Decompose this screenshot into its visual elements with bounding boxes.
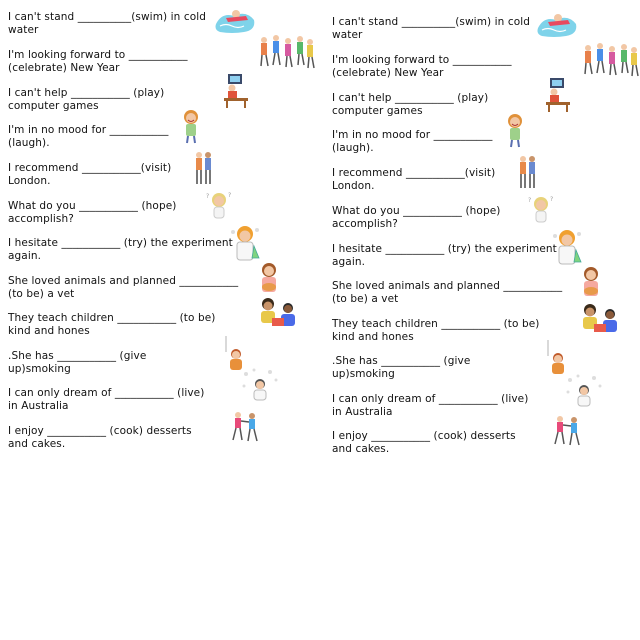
sentence-line-2: and cakes. [332,443,390,455]
party-crowd-icon [580,40,640,78]
sentence-7 [332,243,562,269]
swimmer-icon [534,8,580,40]
sentence-line-2: (celebrate) New Year [8,62,120,74]
worksheet-column-left [0,0,310,470]
sentence-line-1: I recommend ___________(visit) [8,162,172,174]
sentence-2 [8,49,238,75]
sentence-line-2: up)smoking [8,363,71,375]
sentence-line-2: computer games [332,105,423,117]
children-reading-icon [256,296,300,332]
sentence-line-2: (laugh). [8,137,50,149]
sentence-line-1: I enjoy ___________ (cook) desserts [8,425,192,437]
sentence-line-1: .She has ___________ (give [8,350,147,362]
sentence-line-1: I enjoy ___________ (cook) desserts [332,430,516,442]
sentence-11 [332,393,562,419]
sentence-7 [8,237,238,263]
children-reading-icon [578,302,622,338]
svg-text:?: ? [550,196,554,203]
sentence-line-2: again. [8,250,42,262]
gamer-at-desk-icon [222,72,250,108]
sentence-line-1: I recommend ___________(visit) [332,167,496,179]
sentence-line-1: I'm looking forward to ___________ [332,54,512,66]
svg-text:?: ? [206,193,210,200]
party-crowd-icon [256,32,316,70]
tourists-icon [516,154,540,190]
sentence-line-2: kind and hones [332,331,414,343]
sentence-line-1: I'm looking forward to ___________ [8,49,188,61]
thinking-woman-icon [526,194,556,224]
sentence-10 [8,350,238,376]
boy-with-cigarette-icon [544,338,568,376]
sentence-line-2: (laugh). [332,142,374,154]
sentence-line-2: and cakes. [8,438,66,450]
sentence-line-2: London. [332,180,375,192]
sentence-2 [332,54,562,80]
sentence-line-2: water [332,29,363,41]
sentence-line-2: (to be) a vet [8,288,75,300]
sentence-line-2: computer games [8,100,99,112]
sentence-line-1: She loved animals and planned ___________ [332,280,563,292]
sentence-line-1: She loved animals and planned ___________ [8,275,239,287]
sentence-line-1: They teach children ___________ (to be) [332,318,540,330]
sentence-line-1: I can't stand __________(swim) in cold [8,11,207,23]
gamer-at-desk-icon [544,76,572,112]
swimmer-icon [212,4,258,36]
sentence-line-2: London. [8,175,51,187]
dreaming-person-icon [240,366,280,402]
sentence-line-1: .She has ___________ (give [332,355,471,367]
dancing-couple-icon [552,414,582,446]
sentence-line-2: in Australia [332,406,393,418]
sentence-9 [8,312,238,338]
sentence-line-1: I can't help ___________ (play) [8,87,165,99]
sentence-1 [8,11,238,37]
svg-text:?: ? [228,192,232,199]
svg-text:?: ? [528,197,532,204]
dancing-couple-icon [230,410,260,442]
tourists-icon [192,150,216,186]
dreaming-person-icon [564,372,604,408]
sentence-line-1: What do you ___________ (hope) [332,205,501,217]
sentence-line-1: I can only dream of ___________ (live) [332,393,529,405]
vet-with-cat-icon [578,266,604,300]
sentence-line-1: They teach children ___________ (to be) [8,312,216,324]
sentence-line-2: water [8,24,39,36]
laughing-girl-icon [178,108,204,144]
thinking-woman-icon [204,190,234,220]
sentence-line-1: I'm in no mood for ___________ [8,124,169,136]
sentence-line-1: I hesitate ___________ (try) the experiment [332,243,557,255]
worksheet-column-right [324,0,634,470]
sentence-10 [332,355,562,381]
sentence-line-2: accomplish? [8,213,74,225]
sentence-line-2: in Australia [8,400,69,412]
sentence-line-2: kind and hones [8,325,90,337]
scientist-icon [228,224,262,264]
sentence-8 [332,280,562,306]
sentence-9 [332,318,562,344]
sentence-line-1: I can't stand __________(swim) in cold [332,16,531,28]
sentence-line-1: I'm in no mood for ___________ [332,129,493,141]
sentence-line-1: I hesitate ___________ (try) the experiment [8,237,233,249]
vet-with-cat-icon [256,262,282,296]
laughing-girl-icon [502,112,528,148]
sentence-12 [332,430,562,456]
sentence-line-1: I can't help ___________ (play) [332,92,489,104]
sentence-line-1: I can only dream of ___________ (live) [8,387,205,399]
sentence-line-1: What do you ___________ (hope) [8,200,177,212]
sentence-line-2: up)smoking [332,368,395,380]
sentence-1 [332,16,562,42]
sentence-line-2: again. [332,256,366,268]
sentence-8 [8,275,238,301]
scientist-icon [550,228,584,268]
sentence-line-2: (to be) a vet [332,293,399,305]
sentence-line-2: accomplish? [332,218,398,230]
sentence-line-2: (celebrate) New Year [332,67,444,79]
sentence-11 [8,387,238,413]
sentence-12 [8,425,238,451]
